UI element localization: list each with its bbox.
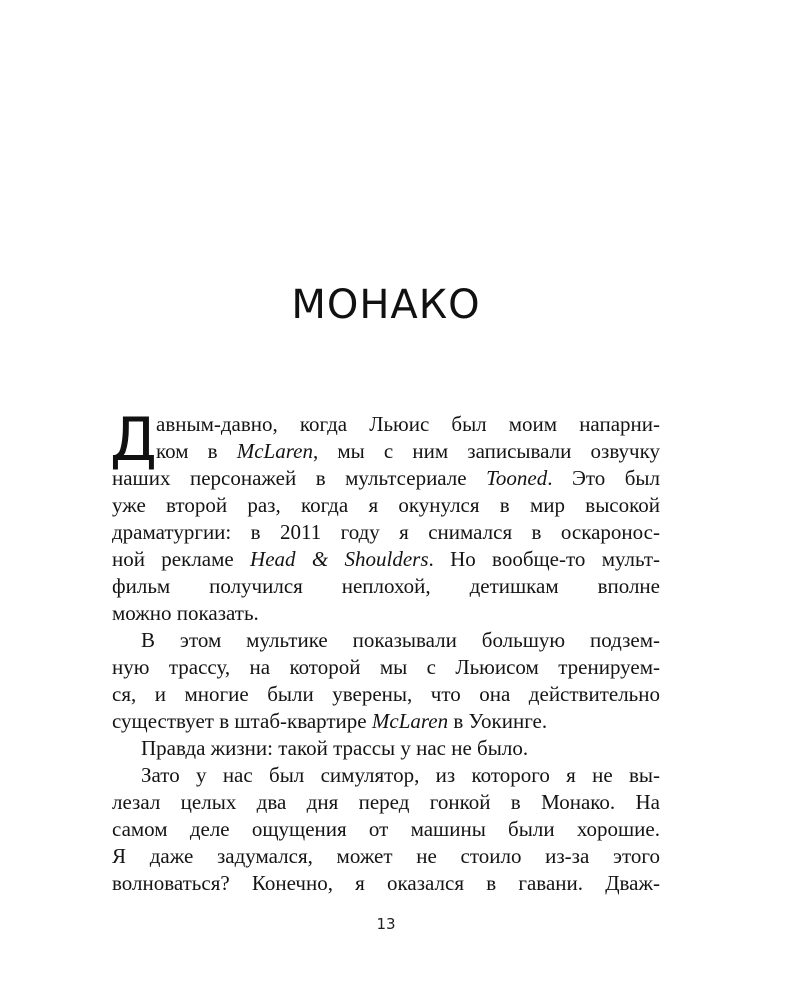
page-number: 13 [376,915,396,933]
italic-term: Head & Shoulders [250,547,429,571]
text-line: ной рекламе Head & Shoulders. Но вообще-то мульт- [112,547,660,571]
text-line: ся, и многие были уверены, что она действительно [112,682,660,706]
text-line: волноваться? Конечно, я оказался в гавани. Дваж- [112,871,660,895]
italic-term: Tooned [486,466,548,490]
text-line: фильм получился неплохой, детишкам вполне [112,574,660,598]
chapter-title: МОНАКО [291,282,481,328]
text-line: самом деле ощущения от машины были хорошие. [112,817,660,841]
paragraph-2 [112,627,660,735]
text-line: драматургии: в 2011 году я снимался в оскаронос- [112,520,660,544]
paragraph-4 [112,762,660,897]
italic-term: McLaren [236,439,313,463]
text-line: Зато у нас был симулятор, из которого я не вы- [141,763,660,787]
italic-term: McLaren [371,709,449,733]
text-line: Я даже задумался, может не стоило из-за этого [112,844,660,868]
text-line: ную трассу, на которой мы с Льюисом тренируем- [112,655,660,679]
text-line: наших персонажей в мультсериале Tooned. Это был [112,466,660,490]
text-line: ком в McLaren, мы с ним записывали озвучку [156,439,660,463]
text-line: существует в штаб-квартире McLaren в Уокинге. [112,709,548,733]
text-line: можно показать. [112,601,259,625]
text-line: авным-давно, когда Льюис был моим напарни- [156,412,660,436]
text-line: Правда жизни: такой трассы у нас не было. [141,736,529,760]
text-line: лезал целых два дня перед гонкой в Монако. На [112,790,660,814]
text-line: уже второй раз, когда я окунулся в мир высокой [112,493,660,517]
paragraph-1 [110,405,660,627]
text-line: В этом мультике показывали большую подзем- [141,628,660,652]
drop-cap: Д [110,405,157,475]
paragraph-3 [112,735,660,762]
body-text [110,405,660,897]
